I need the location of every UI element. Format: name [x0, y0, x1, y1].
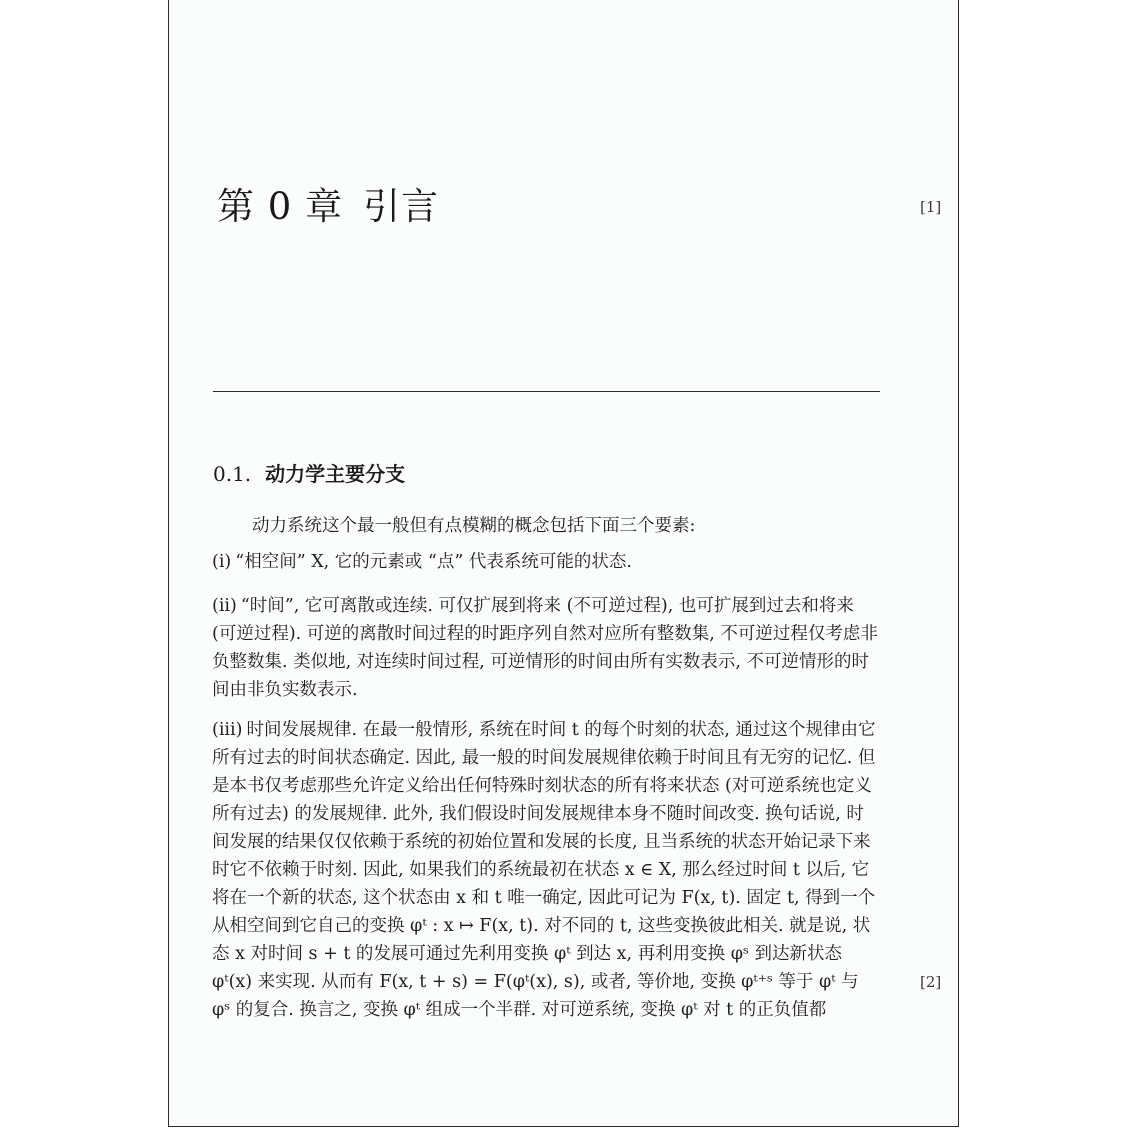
- section-number: 0.1.: [213, 462, 252, 486]
- chapter-number: 第 0 章: [217, 185, 344, 228]
- chapter-title: [217, 176, 439, 230]
- list-item-label: (i): [212, 552, 232, 572]
- list-item-label: (ii): [212, 596, 237, 616]
- margin-note-2: [2]: [920, 973, 942, 991]
- section-title: 动力学主要分支: [265, 462, 406, 486]
- section-heading: [213, 458, 405, 487]
- chapter-name: 引言: [363, 185, 440, 228]
- list-item-ii: [212, 592, 880, 704]
- margin-note-1: [1]: [920, 198, 942, 216]
- chapter-divider: [213, 391, 880, 392]
- list-item-text: 时间发展规律. 在最一般情形, 系统在时间 t 的每个时刻的状态, 通过这个规律由它所有过去的时间状态确定. 因此, 最一般的时间发展规律依赖于时间且有无穷的记忆. 但是本书仅考虑那些允许定义给出任何特殊时刻状态的所有将来状态 (对可逆系统也定义所有过去) 的发展规律. 此外, 我们假设时间发展规律本身不随时间改变. 换句话说, 时间发展的结果仅仅依赖于系统的初始位置和发展的长度, 且当系统的状态开始记录下来时它不依赖于时刻. 因此, 如果我们的系统最初在状态 x ∈ X, 那么经过时间 t 以后, 它将在一个新的状态, 这个状态由 x 和 t 唯一确定, 因此可记为 F(x, t). 固定 t, 得到一个从相空间到它自己的变换 φᵗ : x ↦ F(x, t). 对不同的 t, 这些变换彼此相关. 就是说, 状态 x 对时间 s + t 的发展可通过先利用变换 φᵗ 到达 x, 再利用变换 φˢ 到达新状态 φᵗ(x) 来实现. 从而有 F(x, t + s) = F(φᵗ(x), s), 或者, 等价地, 变换 φᵗ⁺ˢ 等于 φᵗ 与 φˢ 的复合. 换言之, 变换 φᵗ 组成一个半群. 对可逆系统, 变换 φᵗ 对 t 的正负值都: [212, 720, 876, 1020]
- list-item-i: [212, 548, 880, 576]
- list-item-iii: [212, 716, 880, 1024]
- list-item-label: (iii): [212, 720, 243, 740]
- intro-paragraph: 动力系统这个最一般但有点模糊的概念包括下面三个要素:: [252, 516, 696, 536]
- list-item-text: “时间”, 它可离散或连续. 可仅扩展到将来 (不可逆过程), 也可扩展到过去和将来 (可逆过程). 可逆的离散时间过程的时距序列自然对应所有整数集, 不可逆过程仅考虑非负整数集. 类似地, 对连续时间过程, 可逆情形的时间由所有实数表示, 不可逆情形的时间由非负实数表示.: [212, 596, 878, 700]
- list-item-text: “相空间” X, 它的元素或 “点” 代表系统可能的状态.: [235, 552, 632, 572]
